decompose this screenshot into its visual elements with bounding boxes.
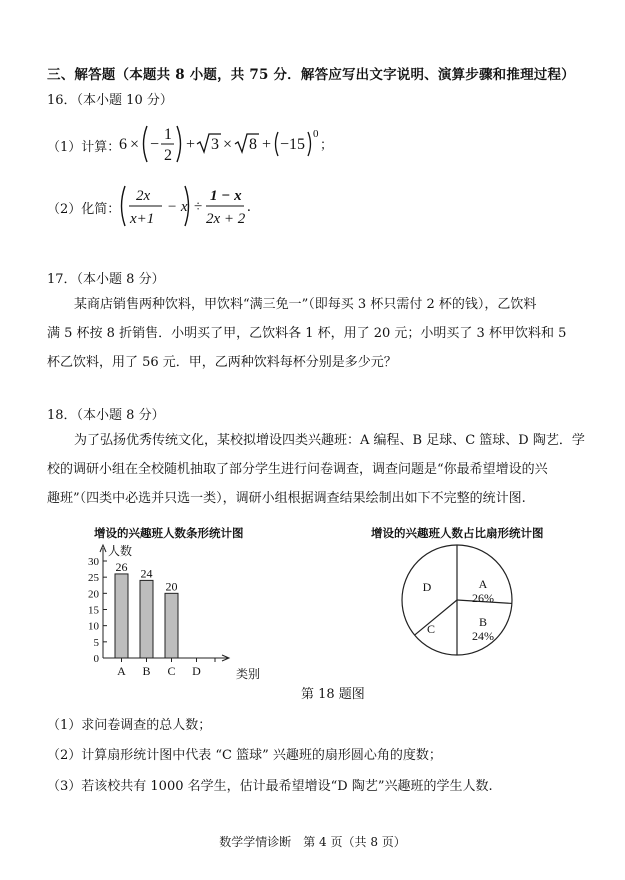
- bar-label-A: 26: [115, 559, 128, 574]
- q17-header: 17．（本小题 8 分）: [47, 272, 165, 287]
- pie-label-D: D: [422, 580, 432, 594]
- y-tick-label: 15: [88, 604, 99, 617]
- expr2-num2: 1 − x: [210, 188, 242, 204]
- expr2-num1: 2x: [136, 188, 151, 204]
- bar-label-B: 24: [140, 566, 153, 581]
- q18-header: 18．（本小题 8 分）: [47, 408, 165, 423]
- y-tick-label: 25: [88, 572, 99, 585]
- expr-sqrt8: 8: [249, 136, 257, 153]
- pie-label-A: A: [478, 577, 488, 591]
- pie-pct-B: 24%: [472, 629, 494, 643]
- expr-minus: −: [150, 136, 160, 153]
- y-tick-label: 20: [88, 588, 99, 601]
- expr2-end: .: [247, 199, 251, 215]
- y-tick-label: 10: [88, 620, 99, 633]
- bar-chart-title: 增设的兴趣班人数条形统计图: [94, 526, 244, 540]
- q17-line3: 杯乙饮料，用了 56 元．甲，乙两种饮料每杯分别是多少元？: [47, 355, 397, 370]
- expr-times: ×: [130, 136, 140, 153]
- q17-line2: 满 5 杯按 8 折销售．小明买了甲，乙饮料各 1 杯，用了 20 元；小明买了 3 杯甲饮料和 5: [47, 326, 567, 341]
- q18-sub1: （1）求问卷调查的总人数；: [47, 718, 212, 733]
- q18-line3: 趣班”（四类中必选并只选一类），调研小组根据调查结果绘制出如下不完整的统计图.: [47, 491, 526, 506]
- q17-body: [47, 290, 607, 377]
- bar-label-C: 20: [165, 579, 178, 594]
- expr-plus1: +: [186, 136, 196, 153]
- expr-exponent: 0: [313, 128, 319, 140]
- expr2-den2: 2x + 2: [206, 211, 246, 227]
- bar-C: [165, 593, 178, 658]
- q18-body: [47, 426, 607, 513]
- expr-plus2: +: [262, 136, 272, 153]
- expr2-minusx: − x: [167, 199, 188, 215]
- q16-part1-label: （1）计算：: [47, 140, 121, 155]
- y-tick-label: 30: [88, 556, 99, 568]
- pie-pct-A: 26%: [472, 591, 494, 605]
- expr-neg15: −15: [280, 136, 306, 153]
- pie-chart: [395, 540, 525, 665]
- q16-header: 16．（本小题 10 分）: [47, 93, 173, 108]
- expr2-div: ÷: [194, 199, 203, 215]
- expr-frac-den: 2: [164, 147, 172, 164]
- x-tick-label-B: B: [142, 664, 151, 678]
- bar-A: [115, 574, 128, 658]
- y-tick-label: 5: [93, 636, 99, 649]
- q18-sub2: （2）计算扇形统计图中代表 “C 篮球” 兴趣班的扇形圆心角的度数；: [47, 748, 442, 763]
- q16-part1-expression: [117, 118, 334, 170]
- bar-chart: [70, 540, 300, 685]
- figure-caption: 第 18 题图: [301, 687, 365, 702]
- pie-chart-title: 增设的兴趣班人数占比扇形统计图: [371, 526, 544, 540]
- expr-frac-num: 1: [164, 126, 172, 143]
- x-tick-label-C: C: [167, 664, 176, 678]
- bar-B: [140, 580, 153, 658]
- pie-label-B: B: [478, 615, 488, 629]
- y-axis-label: 人数: [108, 544, 133, 558]
- page-footer: 数学学情诊断 第 4 页（共 8 页）: [219, 835, 406, 849]
- expr-sqrt3: 3: [211, 136, 219, 153]
- q17-line1: 某商店销售两种饮料，甲饮料“满三免一”（即每买 3 杯只需付 2 杯的钱），乙饮料: [74, 297, 537, 312]
- expr2-den1: x+1: [130, 211, 155, 227]
- expr-times2: ×: [223, 136, 233, 153]
- x-axis-label: 类别: [236, 667, 261, 681]
- y-tick-label: 0: [93, 653, 99, 665]
- q16-part2-label: （2）化简：: [47, 202, 121, 217]
- x-tick-label-D: D: [192, 664, 201, 678]
- x-tick-label-A: A: [117, 664, 126, 678]
- q18-line2: 校的调研小组在全校随机抽取了部分学生进行问卷调查，调查问题是“你最希望增设的兴: [47, 462, 548, 477]
- expr-end: ；: [320, 137, 334, 152]
- section-title: 三、解答题（本题共 8 小题，共 75 分．解答应写出文字说明、演算步骤和推理过程）: [47, 67, 575, 83]
- q18-sub3: （3）若该校共有 1000 名学生，估计最希望增设“D 陶艺”兴趣班的学生人数.: [47, 779, 493, 794]
- q16-part2-expression: [117, 180, 257, 232]
- expr-6: 6: [119, 136, 127, 153]
- pie-label-C: C: [426, 622, 436, 636]
- q18-line1: 为了弘扬优秀传统文化，某校拟增设四类兴趣班：A 编程、B 足球、C 篮球、D 陶艺．学: [74, 433, 585, 448]
